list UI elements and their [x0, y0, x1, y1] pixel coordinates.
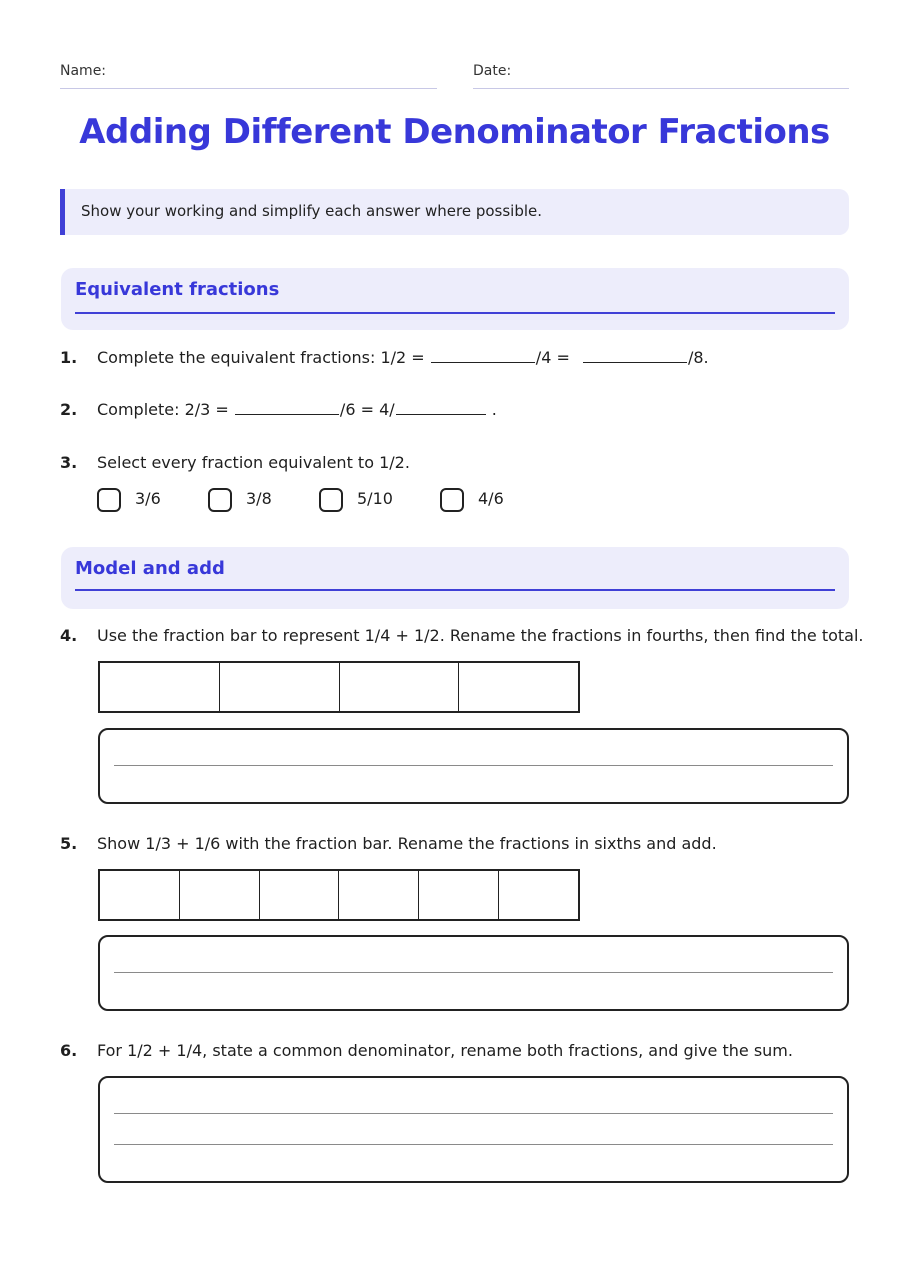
section-title: Equivalent fractions — [75, 279, 280, 300]
fraction-bar-cell[interactable] — [419, 871, 499, 919]
question-text: Use the fraction bar to represent 1/4 + 1/2. Rename the fractions in fourths, then find the total. — [97, 626, 864, 645]
checkbox-icon[interactable] — [440, 488, 464, 512]
option-label: 3/8 — [246, 489, 272, 508]
fraction-bar-cell[interactable] — [260, 871, 340, 919]
question-1 — [97, 348, 709, 367]
option-label: 5/10 — [357, 489, 393, 508]
checkbox-icon[interactable] — [208, 488, 232, 512]
answer-line — [114, 1144, 833, 1145]
fraction-bar-cell[interactable] — [339, 871, 419, 919]
answer-line — [114, 765, 833, 766]
fraction-bar-cell[interactable] — [459, 663, 578, 711]
answer-blank[interactable] — [235, 400, 339, 415]
fraction-bar-sixths[interactable] — [98, 869, 580, 921]
option-label: 3/6 — [135, 489, 161, 508]
section-equivalent-fractions — [61, 268, 849, 330]
section-model-and-add — [61, 547, 849, 609]
question-text: Select every fraction equivalent to 1/2. — [97, 453, 410, 472]
question-text: /8. — [687, 348, 709, 367]
fraction-bar-cell[interactable] — [340, 663, 460, 711]
fraction-bar-cell[interactable] — [100, 871, 180, 919]
question-number: 5. — [60, 834, 78, 853]
section-rule — [75, 589, 835, 591]
answer-blank[interactable] — [431, 348, 535, 363]
fraction-bar-cell[interactable] — [220, 663, 340, 711]
section-title: Model and add — [75, 558, 225, 579]
name-label: Name: — [60, 63, 107, 79]
answer-line — [114, 972, 833, 973]
question-2 — [97, 400, 497, 419]
name-field[interactable] — [60, 60, 437, 89]
question-text: Complete: 2/3 = — [97, 400, 234, 419]
fraction-bar-cell[interactable] — [499, 871, 578, 919]
answer-blank[interactable] — [396, 400, 486, 415]
date-field[interactable] — [473, 60, 849, 89]
section-rule — [75, 312, 835, 314]
fraction-bar-fourths[interactable] — [98, 661, 580, 713]
fraction-bar-cell[interactable] — [180, 871, 260, 919]
answer-blank[interactable] — [583, 348, 687, 363]
question-number: 4. — [60, 626, 78, 645]
question-text: /6 = 4/ — [339, 400, 395, 419]
fraction-bar-cell[interactable] — [100, 663, 220, 711]
question-number: 2. — [60, 400, 78, 419]
page-title: Adding Different Denominator Fractions — [79, 112, 830, 152]
question-number: 3. — [60, 453, 78, 472]
option-label: 4/6 — [478, 489, 504, 508]
answer-box[interactable] — [98, 935, 849, 1011]
question-number: 1. — [60, 348, 78, 367]
answer-box[interactable] — [98, 728, 849, 804]
question-text: Complete the equivalent fractions: 1/2 = — [97, 348, 430, 367]
question-text: /4 = — [535, 348, 575, 367]
answer-line — [114, 1113, 833, 1114]
checkbox-icon[interactable] — [319, 488, 343, 512]
question-text: Show 1/3 + 1/6 with the fraction bar. Rename the fractions in sixths and add. — [97, 834, 717, 853]
question-text: . — [486, 400, 497, 419]
checkbox-icon[interactable] — [97, 488, 121, 512]
instruction-text: Show your working and simplify each answer where possible. — [81, 202, 543, 220]
instruction-banner — [60, 189, 849, 235]
date-label: Date: — [473, 63, 512, 79]
question-text: For 1/2 + 1/4, state a common denominator, rename both fractions, and give the sum. — [97, 1041, 793, 1060]
question-number: 6. — [60, 1041, 78, 1060]
answer-box[interactable] — [98, 1076, 849, 1183]
